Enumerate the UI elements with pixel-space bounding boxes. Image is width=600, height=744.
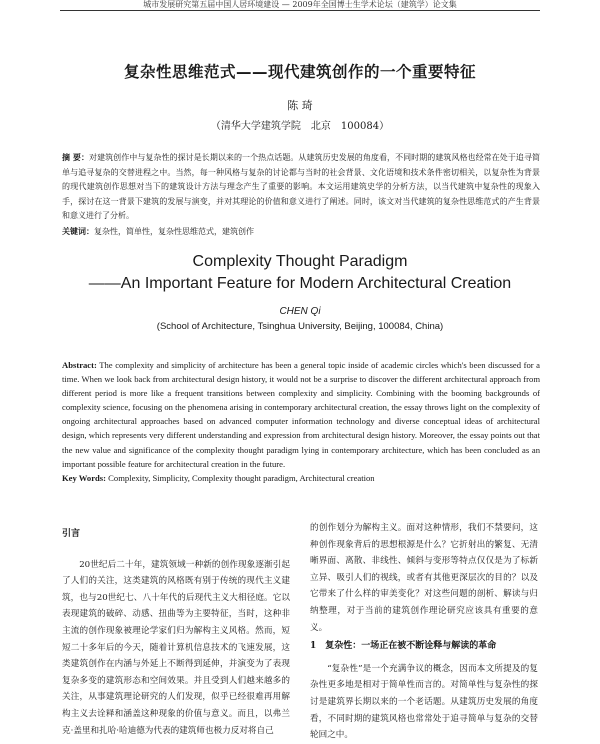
english-author: CHEN Qi xyxy=(279,306,321,317)
english-abstract-label: Abstract: xyxy=(62,360,97,370)
intro-paragraph-continued: 的创作划分为解构主义。面对这种情形，我们不禁要问，这种创作现象背后的思想根源是什么？它折射出的繁复、无清晰界面、离散、非线性、倾斜与变形等特点仅仅是为了标新立异、吸引人们的视线，或者有其他更深层次的目的？以及它带来了什么样的审美变化？对这些问题的剖析、解读与归纳整理，对于当前的建筑创作理论研究应该具有重要的意义。 xyxy=(310,523,538,633)
running-head: 城市发展研究第五届中国人居环境建设 — 2009年全国博士生学术论坛（建筑学）论文集 xyxy=(60,0,540,11)
body-left-column xyxy=(62,520,290,736)
english-keywords-text: Complexity, Simplicity, Complexity thought paradigm, Architectural creation xyxy=(108,472,375,483)
english-title-line2: ——An Important Feature for Modern Architectural Creation xyxy=(88,275,512,292)
english-abstract xyxy=(62,358,540,508)
intro-paragraph: 20世纪后二十年，建筑领域一种新的创作现象逐渐引起了人们的关注，这类建筑的风格既有别于传统的现代主义建筑，也与20世纪七、八十年代的后现代主义大相径庭。它以表现建筑的破碎、动感、扭曲等为主要特征，当时，这种非主流的创作现象被理论学家们归为解构主义风格。然而，短短二十多年后的今天，随着计算机信息技术的飞速发展，这类建筑创作在内涵与外延上不断得到延伸，并演变为了表现复杂多变的建筑形态和空间效果。并且受到人们越来越多的关注，从事建筑理论研究的人们发现，似乎已经很难再用解构主义去诠释和涵盖这种现象的价值与意义。而且，以弗兰克·盖里和扎哈·哈迪德为代表的建筑师也极力反对将自己 xyxy=(62,559,290,736)
english-title-line1: Complexity Thought Paradigm xyxy=(192,253,408,270)
chinese-affiliation: （清华大学建筑学院 北京 100084） xyxy=(210,121,390,132)
chinese-abstract-text: 对建筑创作中与复杂性的探讨是长期以来的一个热点话题。从建筑历史发展的角度看，不同时期的建筑风格也经常在处于追寻简单与追寻复杂的交替进程之中。当然，每一种风格与复杂的讨论都与当时的社会背景、文化语境和技术条件密切相关，以复杂性为背景的现代建筑创作思想对当下的建筑设计方法与理念产生了重要的影响。本文运用建筑史学的分析方法，以当代建筑中复杂性的现象入手，探讨在这一背景下建筑的发展与演变，并对其理论的价值和意义进行了阐述。同时，该文对当代建筑的复杂性思维范式的产生背景和意义进行了分析。 xyxy=(62,153,540,221)
english-keywords-label: Key Words: xyxy=(62,472,107,483)
chinese-title: 复杂性思维范式——现代建筑创作的一个重要特征 xyxy=(123,63,476,81)
english-affiliation: (School of Architecture, Tsinghua University, Beijing, 100084, China) xyxy=(156,321,444,332)
intro-heading: 引言 xyxy=(62,529,81,539)
body-right-column xyxy=(310,520,538,741)
section-1-paragraph: “复杂性”是一个充满争议的概念，因而本文所提及的复杂性更多地是相对于简单性而言的。对简单性与复杂性的探讨是建筑界长期以来的一个老话题。从建筑历史发展的角度看，不同时期的建筑风格也常常处于追寻简单与复杂的交替轮回之中。 xyxy=(310,663,538,741)
chinese-abstract xyxy=(62,150,540,255)
chinese-keywords-label: 关键词： xyxy=(62,225,94,236)
chinese-abstract-label: 摘 要： xyxy=(62,152,90,162)
english-abstract-text: The complexity and simplicity of architecture has been a general topic inside of academic circles which's been discussed for a time. When we look back from architectural design history, it would not be a surprise to discover the different architectural approach from different period is more like a frequent transitions between complexity and simplicity. Combining with the booming backgrounds of complexity science, focusing on the phenomena arising in contemporary architectural creation, the essay throws light on the complexity of ongoing architectural approaches based on advanced computer information technology and diverse conceptual ideas of architectural design, which represents very different understanding and expression from architectural design history. Moreover, the essay points out that the new value and significance of the complexity thought paradigm lying in contemporary architecture, which has been concluded as an important possible feature for architectural creation in the future. xyxy=(62,360,540,469)
section-1-heading: 1 复杂性：一场正在被不断诠释与解读的革命 xyxy=(310,641,497,652)
chinese-keywords-text: 复杂性，简单性，复杂性思维范式，建筑创作 xyxy=(94,226,254,236)
chinese-author: 陈 琦 xyxy=(287,99,313,112)
